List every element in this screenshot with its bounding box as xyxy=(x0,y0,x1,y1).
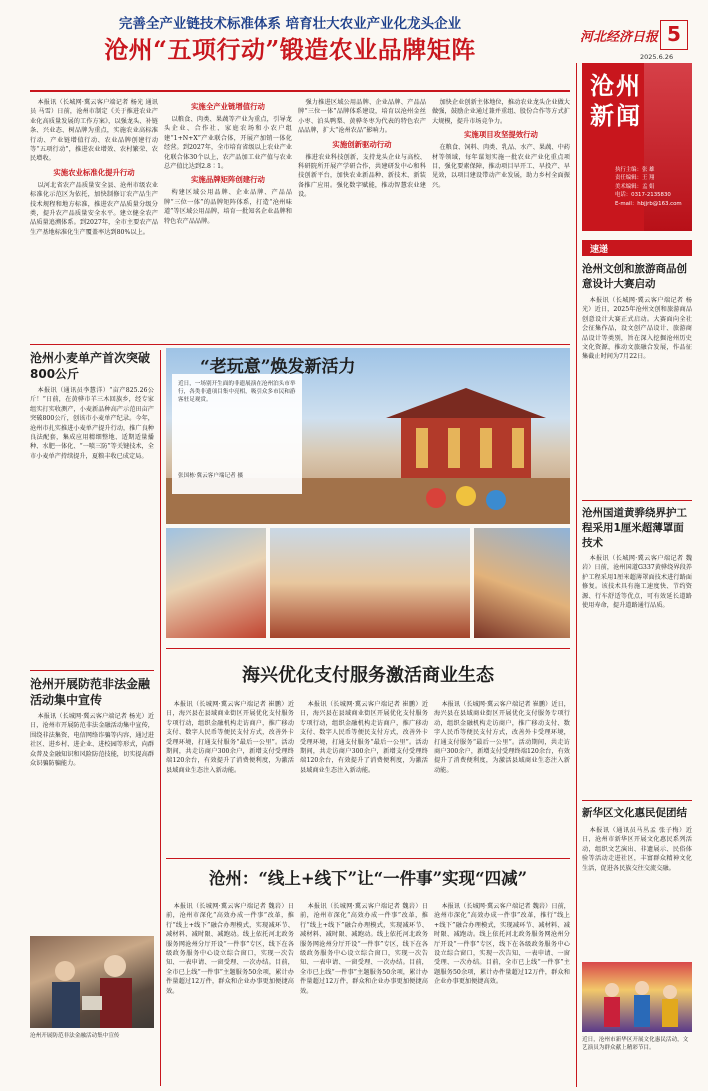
wheat-story-body xyxy=(30,386,154,666)
issue-date: 2025.6.26 xyxy=(640,53,674,61)
right-story1-body xyxy=(582,296,692,496)
payment-story-title: 海兴优化支付服务激活商业生态 xyxy=(242,665,494,686)
payment-paragraph: 本报讯（长城网·冀云客户端记者 崔鹏）近日，海兴县在县域商业街区开展优化支付服务专项行动，组织金融机构走访商户，推广移动支付、数字人民币等便民支付方式，改善外卡受理环境，打通支付服务“最后一公里”。活动期间，共走访商户300余户，新增支付受理终端120余台，有效提升了消费便利度，为激活县域商业生态注入新动能。 xyxy=(434,701,570,774)
editor-line: E-mail：hbjjrb@163.com xyxy=(615,200,682,207)
editor-line: 执行主编：张 雄 xyxy=(615,167,655,173)
left-story-rule xyxy=(30,670,154,671)
lead-subhead: 实施全产业链增值行动 xyxy=(191,102,265,111)
right-bottom-caption: 近日，沧州市新华区开展文化惠民活动，文艺演员为群众献上精彩节目。 xyxy=(582,1037,689,1052)
online-col1 xyxy=(166,902,294,1082)
editor-line: 美术编辑：孟 娟 xyxy=(615,183,655,190)
right-column-divider xyxy=(576,63,577,1087)
lead-subhead: 实施创新驱动行动 xyxy=(332,139,392,149)
lead-paragraph: 本报讯（长城网·冀云客户端记者 杨光 通讯员 马雪）日前，沧州市制定《关于推进农业产业化高质量发展的工作方案》，以强龙头、补链条、兴业态、树品牌为重点，实施农业高标准行动、产业链增值行动、农业品牌创建行动等“五项行动”，推进农业增效、农村繁荣、农民增收。 xyxy=(30,99,158,163)
lead-article-col3 xyxy=(298,98,426,340)
online-col3 xyxy=(434,902,570,1082)
lead-subhead: 实施品牌矩阵创建行动 xyxy=(191,175,265,185)
paper-name: 河北经济日报 xyxy=(580,30,659,45)
online-paragraph: 本报讯（长城网·冀云客户端记者 魏岩）日前，沧州市深化“高效办成一件事”改革，推行“线上+线下”融合办理模式，实现减环节、减材料、减时限、减跑动。线上依托河北政务服务网沧州分厅开设“一件事”专区，线下在各级政务服务中心设立综合窗口，实现一次告知、一表申请、一窗受理、一次办结。目前，全市已上线“一件事”主题服务50余项，累计办件量超过12万件，群众和企业办事更加便捷高效。 xyxy=(166,903,294,995)
right-story1-paragraph: 本报讯（长城网·冀云客户端记者 杨光）近日，2025年沧州文创和旅游商品创意设计大赛正式启动。大赛面向全社会征集作品，设文创产品设计、旅游商品设计等类别，旨在深入挖掘沧州历史文化资源，推动文旅融合发展，作品征集截止时间为7月22日。 xyxy=(582,297,692,361)
lead-article-col2 xyxy=(164,98,292,340)
feature-photo-3 xyxy=(270,528,470,638)
feature-bottom-rule xyxy=(166,648,570,649)
quicknews-tag xyxy=(582,240,692,256)
lead-paragraph: 构建区域公用品牌、企业品牌、产品品牌“三位一体”的品牌矩阵体系，打造“沧州味道”等区域公用品牌，培育一批知名企业品牌和特色农产品品牌。 xyxy=(164,189,292,225)
right-story3-title: 新华区文化惠民促团结 xyxy=(582,807,687,819)
lead-bottom-rule xyxy=(30,344,570,345)
people-illustration xyxy=(30,936,154,1028)
security-story-body xyxy=(30,712,154,930)
lead-subhead: 实施项目攻坚提效行动 xyxy=(464,130,538,140)
feature-title: “老玩意”焕发新活力 xyxy=(200,357,356,377)
feature-photo-2 xyxy=(166,528,266,638)
right-story1-title: 沧州文创和旅游商品创意设计大赛启动 xyxy=(582,263,687,290)
payment-col1 xyxy=(166,700,294,850)
left-caption-text: 沧州开展防范非法金融活动集中宣传 xyxy=(30,1033,120,1039)
right-story2-paragraph: 本报讯（长城网·冀云客户端记者 魏岩）日前，沧州国道G337黄骅绕界段养护工程采用1厘米超薄罩面技术进行路面修复。该技术具有施工速度快、节约资源、行车舒适等优点，可有效延长道路使用寿命，提升道路通行品质。 xyxy=(582,555,692,610)
security-paragraph: 本报讯（长城网·冀云客户端记者 杨光）近日，沧州市开展防范非法金融活动集中宣传，围绕非法集资、电信网络诈骗等内容，通过进社区、进乡村、进企业、进校园等形式，向群众普及金融知识和风险防范技能，切实提高群众识骗防骗能力。 xyxy=(30,713,154,768)
editor-info xyxy=(615,166,682,208)
lead-paragraph: 以河北省农产品质量安全县、沧州市级农业标准化示范区为依托，加快制修订农产品生产技术规程和地方标准，推进农产品质量分级分类，提升农产品质量安全水平。建立健全农产品质量追溯体系。到2027年，全市主要农产品生产基地标准化生产覆盖率达到80%以上。 xyxy=(30,181,158,236)
right-rule-2 xyxy=(582,800,692,801)
payment-col3 xyxy=(434,700,570,850)
headline-title: 沧州“五项行动”锻造农业品牌矩阵 xyxy=(104,35,476,64)
page-number: 5 xyxy=(667,22,681,46)
lead-subhead: 实施农业标准化提升行动 xyxy=(53,167,135,177)
left-bottom-photo xyxy=(30,936,154,1028)
payment-col2 xyxy=(300,700,428,850)
right-bottom-photo xyxy=(582,962,692,1032)
left-bottom-caption xyxy=(30,1032,154,1088)
editor-line: 责任编辑：王 翔 xyxy=(615,175,655,182)
lead-paragraph: 加快企业创新主体地位，推动农业龙头企业做大做强，鼓励企业通过兼并重组、股份合作等方式扩大规模，提升市场竞争力。 xyxy=(432,99,570,125)
feature-credit: 张国栋·冀云客户端记者 摄 xyxy=(178,473,244,479)
payment-paragraph: 本报讯（长城网·冀云客户端记者 崔鹏）近日，海兴县在县域商业街区开展优化支付服务专项行动，组织金融机构走访商户，推广移动支付、数字人民币等便民支付方式，改善外卡受理环境，打通支付服务“最后一公里”。活动期间，共走访商户300余户，新增支付受理终端120余台，有效提升了消费便利度，为激活县域商业生态注入新动能。 xyxy=(300,701,428,774)
right-story3-paragraph: 本报讯（通讯员马丛孟 张子梅）近日，沧州市新华区开展文化惠民系列活动，组织文艺演出、非遗展示、民俗体验等活动走进社区，丰富群众精神文化生活，促进各民族交往交流交融。 xyxy=(582,827,692,872)
right-story2-title: 沧州国道黄骅绕界护工程采用1厘米超薄罩面技术 xyxy=(582,507,687,549)
wheat-paragraph: 本报讯（通讯员李慧洋）“亩产825.26公斤！”日前，在黄骅市羊三木回族乡，经专家组实打实收测产，小麦新品种高产示范田亩产突破800公斤，创该市小麦单产纪录。今年，沧州市扎实推进小麦单产提升行动，推广良种良法配套，集成应用精细整地、适期适量播种、水肥一体化、“一喷三防”等关键技术，全市小麦单产持续提升，夏粮丰收已成定局。 xyxy=(30,387,154,460)
section-title: 沧州新闻 xyxy=(590,72,642,130)
editor-line: 电话：0317-2135830 xyxy=(615,192,671,199)
page-number-box xyxy=(660,20,688,50)
right-rule-1 xyxy=(582,500,692,501)
lead-paragraph: 以粮食、肉类、果蔬等产业为重点，引导龙头企业、合作社、家庭农场和小农户组建“1+N+X”产业联合体，开展产加销一体化经营。到2027年，全市培育省级以上农业产业化联合体30个以上，农产品加工业产值与农业总产值比达到2.8∶1。 xyxy=(164,116,292,171)
feature-photo-4 xyxy=(474,528,570,638)
online-paragraph: 本报讯（长城网·冀云客户端记者 魏岩）日前，沧州市深化“高效办成一件事”改革，推行“线上+线下”融合办理模式，实现减环节、减材料、减时限、减跑动。线上依托河北政务服务网沧州分厅开设“一件事”专区，线下在各级政务服务中心设立综合窗口，实现一次告知、一表申请、一窗受理、一次办结。目前，全市已上线“一件事”主题服务50余项，累计办件量超过12万件，群众和企业办事更加便捷高效。 xyxy=(434,903,570,986)
headline-kicker: 完善全产业链技术标准体系 培育壮大农业产业化龙头企业 xyxy=(118,16,462,32)
performers-illustration xyxy=(582,962,692,1032)
payment-paragraph: 本报讯（长城网·冀云客户端记者 崔鹏）近日，海兴县在县域商业街区开展优化支付服务专项行动，组织金融机构走访商户，推广移动支付、数字人民币等便民支付方式，改善外卡受理环境，打通支付服务“最后一公里”。活动期间，共走访商户300余户，新增支付受理终端120余台，有效提升了消费便利度，为激活县域商业生态注入新动能。 xyxy=(166,701,294,774)
wheat-story-title: 沧州小麦单产首次突破800公斤 xyxy=(30,351,151,381)
left-column-divider xyxy=(160,350,161,1086)
lead-paragraph: 推进农业科技创新，支持龙头企业与高校、科研院所开展产学研合作，共建研发中心和科技创新平台，加快农业新品种、新技术、新装备推广应用。强化数字赋能，推动智慧农业建设。 xyxy=(298,153,426,199)
quicknews-label: 速递 xyxy=(590,245,609,255)
lead-paragraph: 强力推进区域公用品牌、企业品牌、产品品牌“三位一体”品牌体系建设，培育以沧州金丝小枣、泊头鸭梨、黄骅冬枣为代表的特色农产品品牌，扩大“沧州农品”影响力。 xyxy=(298,99,426,135)
payment-bottom-rule xyxy=(166,858,570,859)
online-paragraph: 本报讯（长城网·冀云客户端记者 魏岩）日前，沧州市深化“高效办成一件事”改革，推行“线上+线下”融合办理模式，实现减环节、减材料、减时限、减跑动。线上依托河北政务服务网沧州分厅开设“一件事”专区，线下在各级政务服务中心设立综合窗口，实现一次告知、一表申请、一窗受理、一次办结。目前，全市已上线“一件事”主题服务50余项，累计办件量超过12万件，群众和企业办事更加便捷高效。 xyxy=(300,903,428,995)
online-story-title: 沧州：“线上+线下”让“一件事”实现“四减” xyxy=(208,869,528,888)
feature-caption-box xyxy=(172,374,302,494)
security-story-title: 沧州开展防范非法金融活动集中宣传 xyxy=(30,677,151,707)
top-rule xyxy=(30,90,570,92)
online-col2 xyxy=(300,902,428,1082)
lead-paragraph: 在粮食、饲料、肉类、乳品、水产、果蔬、中药材等领域，每年谋划实施一批农业产业化重点项目，强化要素保障，推动项目早开工、早投产、早见效，以项目建设带动产业发展，助力乡村全面振兴。 xyxy=(432,144,570,189)
lead-article-col1 xyxy=(30,98,158,340)
lead-article-col4 xyxy=(432,98,570,340)
right-story3-body xyxy=(582,826,692,956)
right-story2-body xyxy=(582,554,692,796)
feature-caption: 近日，一场别开生面的非遗展演在沧州泊头市举行，各类非遗项目集中亮相，吸引众多市民和游客驻足观赏。 xyxy=(178,381,296,404)
